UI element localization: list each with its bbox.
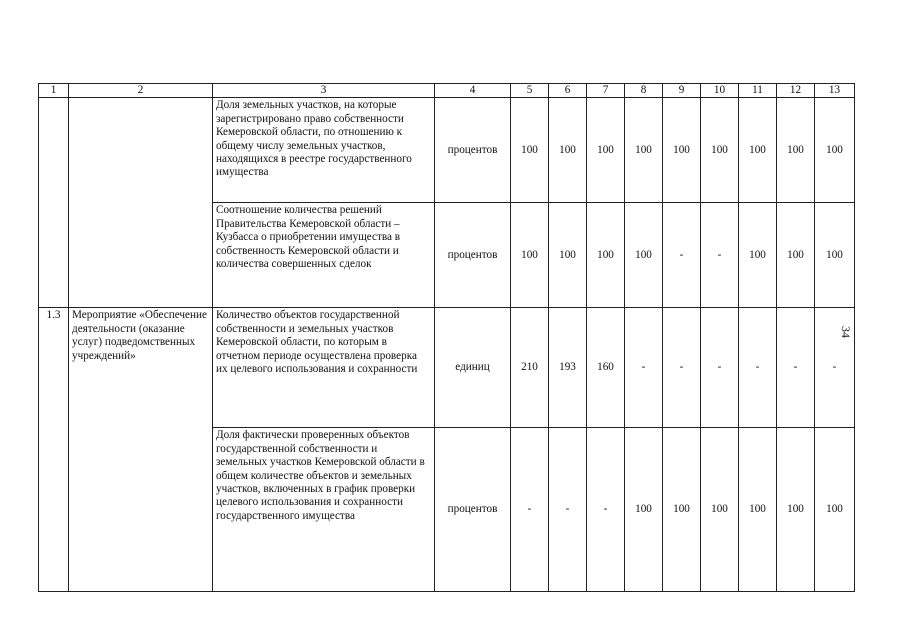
indicator-cell: Доля фактически проверенных объектов государственной собственности и земельных участков Кемеровской области в общем количестве объектов и земельных участков, включенных в график проверки целевого использования и сохранности государственного имущества: [213, 428, 435, 592]
column-number: 2: [69, 84, 213, 98]
value-cell: -: [625, 308, 663, 428]
value-cell: 100: [739, 203, 777, 308]
table-row: [39, 308, 855, 428]
value-cell: 100: [701, 428, 739, 592]
page-number: 34: [839, 326, 853, 338]
indicator-cell: Количество объектов государственной собственности и земельных участков Кемеровской области, по которым в отчетном периоде осуществлена проверка их целевого использования и сохранности: [213, 308, 435, 428]
value-cell: 100: [625, 203, 663, 308]
value-cell: -: [663, 203, 701, 308]
value-cell: 100: [701, 98, 739, 203]
column-number: 3: [213, 84, 435, 98]
value-cell: -: [549, 428, 587, 592]
value-cell: -: [587, 428, 625, 592]
indicator-cell: Доля земельных участков, на которые зарегистрировано право собственности Кемеровской области, по отношению к общему числу земельных участков, находящихся в реестре государственного имущества: [213, 98, 435, 203]
unit-cell: процентов: [435, 98, 511, 203]
value-cell: -: [701, 308, 739, 428]
column-number: 12: [777, 84, 815, 98]
value-cell: 100: [549, 203, 587, 308]
value-cell: 100: [511, 98, 549, 203]
column-number: 5: [511, 84, 549, 98]
column-number: 11: [739, 84, 777, 98]
column-number: 7: [587, 84, 625, 98]
indicator-cell: Соотношение количества решений Правительства Кемеровской области – Кузбасса о приобретении имущества в собственность Кемеровской области и количества совершенных сделок: [213, 203, 435, 308]
value-cell: 210: [511, 308, 549, 428]
column-number: 13: [815, 84, 855, 98]
item-number-cell: [39, 98, 69, 308]
unit-cell: единиц: [435, 308, 511, 428]
column-number-row: [39, 84, 855, 98]
value-cell: 100: [777, 98, 815, 203]
item-number-cell: 1.3: [39, 308, 69, 592]
value-cell: 100: [549, 98, 587, 203]
value-cell: 100: [663, 98, 701, 203]
value-cell: 100: [587, 98, 625, 203]
value-cell: 160: [587, 308, 625, 428]
column-number: 10: [701, 84, 739, 98]
value-cell: 100: [625, 98, 663, 203]
value-cell: 100: [739, 98, 777, 203]
value-cell: 100: [587, 203, 625, 308]
value-cell: 100: [777, 203, 815, 308]
table-row: [39, 98, 855, 203]
value-cell: 100: [739, 428, 777, 592]
unit-cell: процентов: [435, 203, 511, 308]
unit-cell: процентов: [435, 428, 511, 592]
column-number: 9: [663, 84, 701, 98]
column-number: 6: [549, 84, 587, 98]
value-cell: -: [815, 308, 855, 428]
value-cell: -: [777, 308, 815, 428]
column-number: 1: [39, 84, 69, 98]
column-number: 4: [435, 84, 511, 98]
event-cell: [69, 98, 213, 308]
value-cell: 100: [625, 428, 663, 592]
value-cell: 100: [815, 98, 855, 203]
value-cell: 100: [511, 203, 549, 308]
value-cell: -: [511, 428, 549, 592]
indicators-table: [38, 83, 855, 592]
value-cell: 100: [663, 428, 701, 592]
value-cell: -: [701, 203, 739, 308]
value-cell: 100: [815, 203, 855, 308]
value-cell: 193: [549, 308, 587, 428]
event-cell: Мероприятие «Обеспечение деятельности (оказание услуг) подведомственных учреждений»: [69, 308, 213, 592]
value-cell: 100: [777, 428, 815, 592]
value-cell: -: [663, 308, 701, 428]
value-cell: -: [739, 308, 777, 428]
column-number: 8: [625, 84, 663, 98]
value-cell: 100: [815, 428, 855, 592]
